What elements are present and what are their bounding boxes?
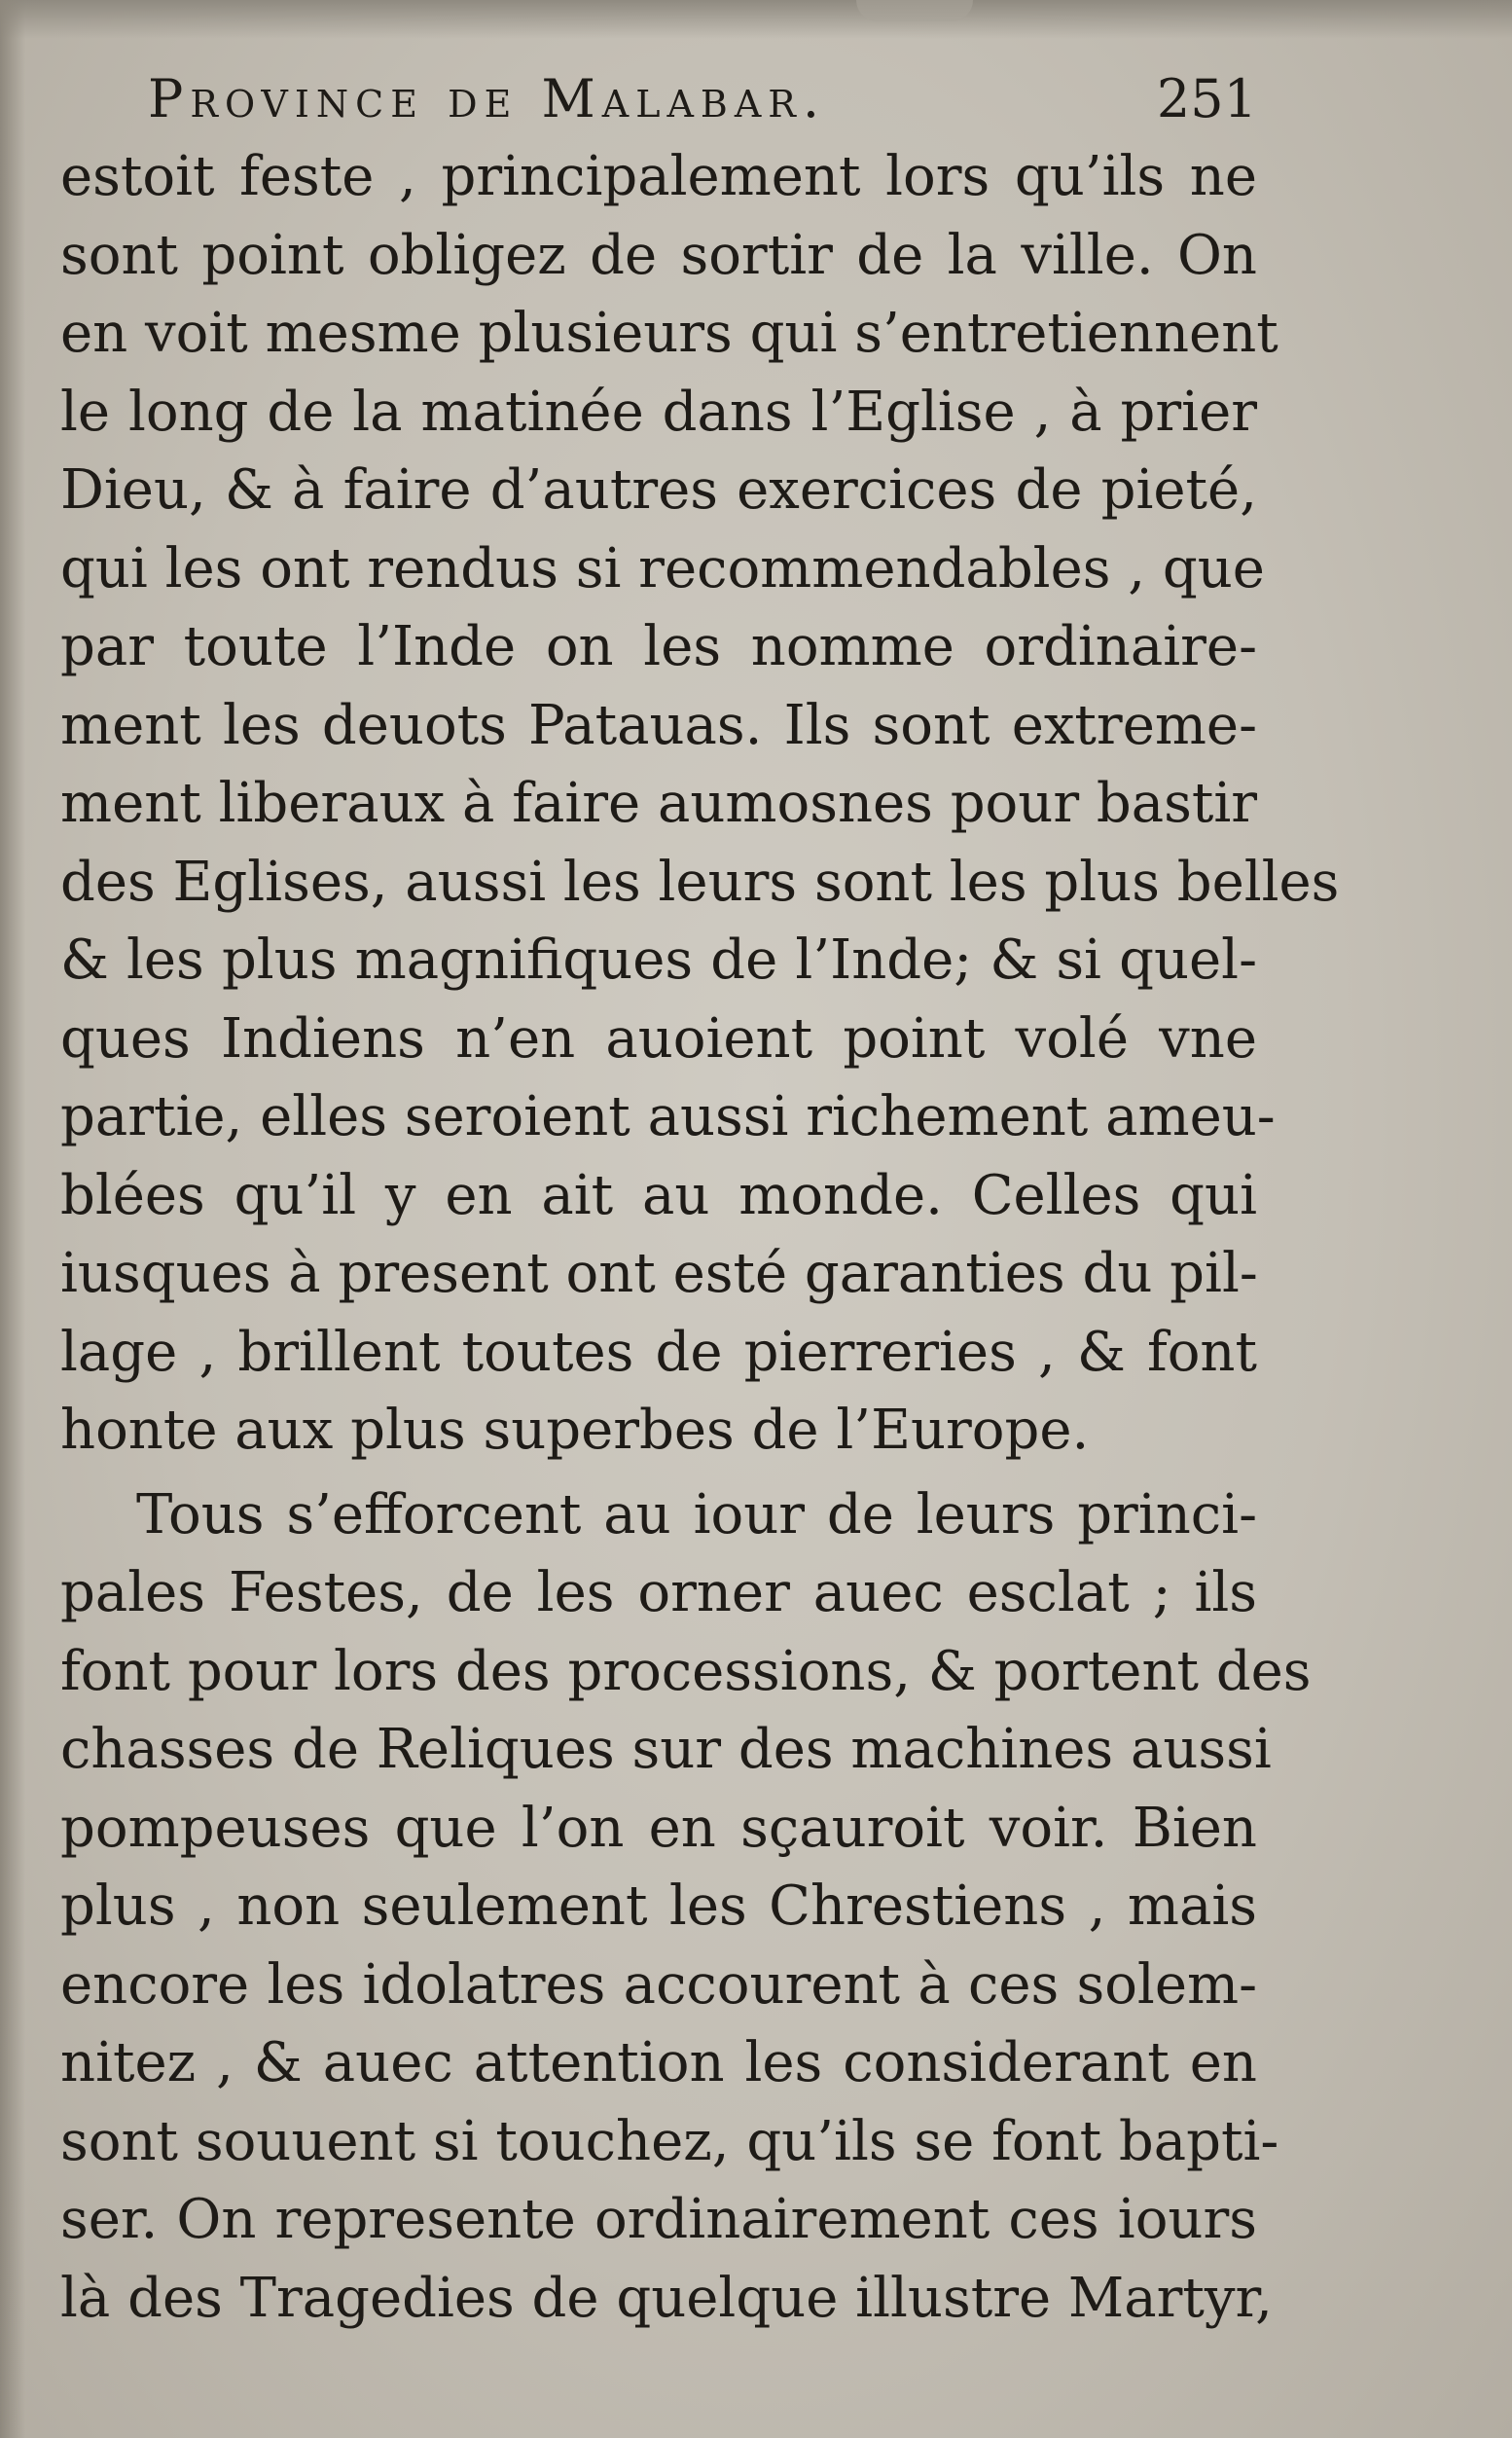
- text-line: ser. On represente ordinairement ces iours: [60, 2188, 1257, 2251]
- text-line: sont point obligez de sortir de la ville. On: [60, 223, 1257, 287]
- text-line: par toute l’Inde on les nomme ordinaire-: [60, 615, 1257, 678]
- text-line: honte aux plus superbes de l’Europe.: [60, 1399, 1090, 1462]
- text-line: pompeuses que l’on en sçauroit voir. Bien: [60, 1796, 1257, 1860]
- text-line: Dieu, & à faire d’autres exercices de pieté,: [60, 458, 1257, 522]
- text-line: qui les ont rendus si recommendables , que: [60, 536, 1265, 600]
- page-top-nick: [856, 0, 973, 21]
- text-line: nitez , & auec attention les considerant en: [60, 2031, 1257, 2094]
- page-top-shadow: [0, 0, 1512, 39]
- text-block: [60, 60, 1340, 2338]
- text-line: le long de la matinée dans l’Eglise , à prier: [60, 380, 1257, 444]
- text-line: encore les idolatres accourent à ces solem-: [60, 1952, 1257, 2017]
- text-line: partie, elles seroient aussi richement ameu-: [60, 1085, 1276, 1148]
- text-line: ment liberaux à faire aumosnes pour bastir: [60, 772, 1258, 835]
- page-number: 251: [1156, 68, 1257, 129]
- text-line: blées qu’il y en ait au monde. Celles qui: [60, 1163, 1257, 1227]
- text-line: iusques à present ont esté garanties du pil-: [60, 1242, 1258, 1305]
- text-line: sont souuent si touchez, qu’ils se font bapti-: [60, 2109, 1279, 2173]
- text-line: font pour lors des processions, & portent des: [60, 1639, 1312, 1703]
- running-head: [60, 60, 1257, 138]
- paragraph-2: [60, 1476, 1312, 2339]
- text-line: chasses de Reliques sur des machines aussi: [60, 1718, 1272, 1781]
- running-head-title: Province de Malabar.: [148, 68, 827, 129]
- text-line: Tous s’efforcent au iour de leurs princi-: [136, 1482, 1257, 1546]
- text-line: & les plus magnifiques de l’Inde; & si quel-: [60, 928, 1257, 992]
- text-line: là des Tragedies de quelque illustre Martyr,: [60, 2266, 1273, 2330]
- text-line: pales Festes, de les orner auec esclat ; ils: [60, 1561, 1257, 1624]
- text-line: des Eglises, aussi les leurs sont les plus belles: [60, 850, 1340, 914]
- text-line: ment les deuots Patauas. Ils sont extreme-: [60, 693, 1257, 757]
- page-gutter-shadow: [0, 0, 25, 2438]
- text-line: ques Indiens n’en auoient point volé vne: [60, 1006, 1257, 1071]
- text-line: plus , non seulement les Chrestiens , mais: [60, 1874, 1257, 1938]
- text-line: lage , brillent toutes de pierreries , & font: [60, 1320, 1257, 1384]
- text-line: estoit feste , principalement lors qu’ils ne: [60, 145, 1257, 208]
- paragraph-1: [60, 138, 1340, 1471]
- text-line: en voit mesme plusieurs qui s’entretiennent: [60, 302, 1278, 365]
